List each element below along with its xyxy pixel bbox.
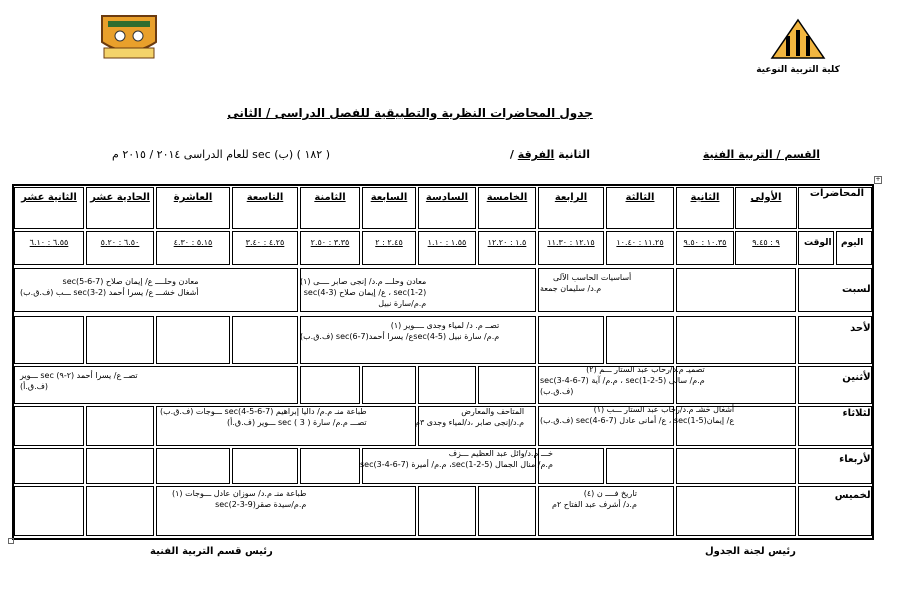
tue-cell-woodwork: أشغال خشـ م.د/رحاب عبد الستار ـــب (١) ع/ إيمان(5-1)sec ، ع/ أمانى عادل (7-6-4)sec (ف.ق.ب) [540, 405, 735, 425]
period-label: الأولى [750, 192, 782, 203]
table-end-marker [8, 538, 14, 544]
sat-cell-metals-2: معادن وحلــــ ع/ إيمان صلاح (7-6-5)sec أشغال خشـــ ع/ يسرا أحمد (2-3)sec ـــب (ف.ق.ب) [20, 277, 199, 297]
schedule-cell [156, 448, 230, 484]
day-thursday: الخميس [834, 490, 874, 501]
period-label: السابعة [370, 192, 408, 203]
period-label: الثانية [690, 192, 720, 203]
period-header-8 [300, 187, 360, 229]
day-monday: الأثنين [842, 372, 874, 383]
schedule-cell [538, 316, 604, 364]
schedule-cell [418, 486, 476, 536]
time-label: ٦.٥٠ : ٥.٢٠ [100, 238, 140, 247]
time-cell-3 [606, 231, 674, 265]
schedule-cell [14, 316, 84, 364]
corner-box-1 [836, 231, 872, 265]
tue-cell-printing: طباعة منـ م.م/ داليا إبراهيم (7-6-5-4)sec ـــوجات (ف.ق.ب) تصـــ م.م/ سارة ( 3 ) sec ـــوير (ف.ق.أ) [160, 407, 367, 427]
logo-caption: كلية التربية النوعية [756, 65, 840, 75]
sun-cell-photography: تصــ م. د/ لمياء وجدى ــــوير (١) م.م/ سارة نبيل (5-4)secع/ يسرا أحمد(7-6)sec (ف.ق.ب) [300, 321, 500, 341]
time-label: الوقت [804, 238, 832, 248]
time-label: ٢.٤٥ : ٢ [375, 238, 403, 247]
schedule-cell [86, 486, 154, 536]
time-cell-12 [14, 231, 84, 265]
schedule-cell [676, 268, 796, 312]
schedule-cell [14, 448, 84, 484]
time-label: ٤.٢٥ : ٣.٤٠ [245, 238, 285, 247]
sat-cell-metals-1: معادن وحلـــ م.د/ إنجى صابر ــــى (١) sec(1-2) ، ع/ إيمان صلاح (3-4)sec م.م/سارة نبيل [300, 277, 427, 308]
period-label: الثانية عشر [21, 192, 77, 203]
tue-cell-museums: المتاحف والمعارض م.د/إنجى صابر ،د/لمياء وجدى ٣م [415, 407, 525, 427]
schedule-cell [86, 406, 154, 446]
period-header-11 [86, 187, 154, 229]
period-header-5 [478, 187, 536, 229]
schedule-cell [606, 448, 674, 484]
period-label: الثالثة [625, 192, 655, 203]
dept-head-signature: رئيس قسم التربية الفنية [150, 546, 273, 557]
schedule-cell [232, 316, 298, 364]
schedule-cell [300, 448, 360, 484]
corner-label: المحاضرات [809, 188, 865, 199]
time-cell-10 [156, 231, 230, 265]
time-cell-11 [86, 231, 154, 265]
period-header-10 [156, 187, 230, 229]
period-label: السادسة [425, 192, 469, 203]
level: / الثانية الفرقة [509, 148, 590, 161]
schedule-cell [86, 448, 154, 484]
period-label: التاسعة [246, 192, 284, 203]
time-cell-6 [418, 231, 476, 265]
time-cell-8 [300, 231, 360, 265]
department: القسم / التربية الفنية [702, 148, 820, 161]
academic-year: للعام الدراسى ٢٠١٤ / ٢٠١٥ م sec (ب) ( ١٨٢ ) [112, 148, 330, 161]
time-label: ١١.٢٥ : ١٠.٤٠ [616, 238, 664, 247]
period-header-9 [232, 187, 298, 229]
period-header-3 [606, 187, 674, 229]
schedule-cell [606, 316, 674, 364]
day-label: اليوم [841, 238, 864, 248]
table-move-handle[interactable]: + [875, 176, 881, 183]
time-cell-2 [676, 231, 734, 265]
day-tuesday: الثلاثاء [842, 408, 874, 419]
committee-head-signature: رئيس لجنة الجدول [705, 546, 796, 557]
period-header-7 [362, 187, 416, 229]
period-header-2 [676, 187, 734, 229]
schedule-cell [478, 366, 536, 404]
schedule-cell [300, 366, 360, 404]
left-college-logo [98, 12, 160, 62]
time-label: ١.٥٥ : ١.١٠ [427, 238, 467, 247]
wed-cell-ceramics: خـــ م.د/وائل عبد العظيم ـــزف م.م/ منال الجمال (5-2-1)sec، م.م/ أميرة (7-6-4-3)sec [360, 449, 553, 469]
period-label: الرابعة [554, 192, 588, 203]
schedule-cell [14, 486, 84, 536]
day-sunday: الأحد [850, 323, 874, 334]
schedule-cell [14, 406, 84, 446]
period-label: الثامنة [314, 192, 346, 203]
schedule-cell [478, 486, 536, 536]
period-header-12 [14, 187, 84, 229]
thu-cell-art-history: تاريخ فــــ ن (٤) م.د/ أشرف عبد الفتاح ٢م [552, 489, 637, 509]
day-saturday: السبت [841, 284, 874, 295]
time-label: ١٠.٣٥ : ٩.٥٠ [683, 238, 727, 247]
period-label: الحادية عشر [90, 192, 150, 203]
schedule-cell [156, 316, 230, 364]
page-title: جدول المحاضرات النظرية والتطبيقية للفصل الدراسى / الثانى [227, 106, 593, 120]
period-header-6 [418, 187, 476, 229]
time-cell-9 [232, 231, 298, 265]
time-cell-5 [478, 231, 536, 265]
schedule-cell [676, 486, 796, 536]
corner-box-2 [798, 231, 834, 265]
schedule-cell [418, 366, 476, 404]
time-cell-4 [538, 231, 604, 265]
period-header-1 [735, 187, 797, 229]
time-label: ٩ : ٩.٤٥ [752, 238, 780, 247]
mon-cell-photography: تصــ ع/ يسرا أحمد (٢-٩) sec ـــوير (ف.ق.أ) [20, 371, 138, 391]
sat-cell-computer: أساسيات الحاسب الآلى م.د/ سليمان جمعة [540, 273, 632, 293]
schedule-cell [232, 448, 298, 484]
day-wednesday: الأربعاء [839, 454, 874, 465]
period-header-4 [538, 187, 604, 229]
time-label: ٣.٣٥ : ٢.٥٠ [310, 238, 350, 247]
mon-cell-design: تصميـ م.د/رحاب عبد الستار ـــم (٢) م.م/ سالى (5-2-1)sec ، م.م/ آية (7-6-4-3)sec (ف.ق.ب) [540, 365, 705, 396]
time-label: ١.٥ : ١٢.٢٠ [487, 238, 527, 247]
schedule-cell [676, 316, 796, 364]
time-cell-1 [735, 231, 797, 265]
right-college-logo [756, 18, 840, 76]
time-label: ٥.١٥ : ٤.٣٠ [173, 238, 213, 247]
period-label: الخامسة [486, 192, 528, 203]
schedule-cell [362, 366, 416, 404]
period-label: العاشرة [173, 192, 213, 203]
thu-cell-printing: طباعة منـ م.د/ سوزان عادل ـــوجات (١) م.م/سيدة صقر(9-3-2)sec [172, 489, 307, 509]
schedule-cell [676, 448, 796, 484]
time-label: ٦.٥٥ : ٦.١٠ [29, 238, 69, 247]
schedule-cell [86, 316, 154, 364]
time-label: ١٢.١٥ : ١١.٣٠ [547, 238, 595, 247]
time-cell-7 [362, 231, 416, 265]
